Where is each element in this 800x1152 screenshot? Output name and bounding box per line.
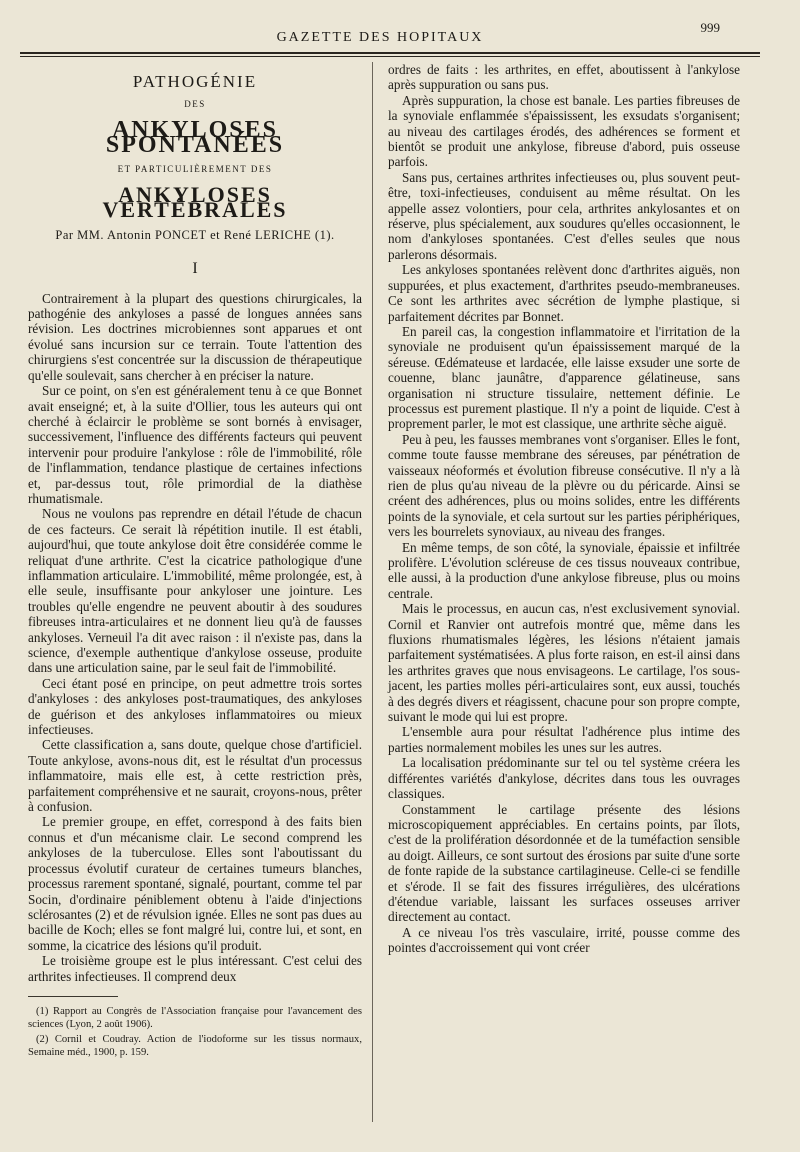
paragraph: L'ensemble aura pour résultat l'adhérence plus intime des parties normalement mobiles les unes sur les autres.: [388, 724, 740, 755]
column-divider: [372, 62, 373, 1122]
journal-title: GAZETTE DES HOPITAUX: [276, 30, 484, 45]
paragraph: ordres de faits : les arthrites, en effet, aboutissent à l'ankylose après suppuration ou sans pus.: [388, 62, 740, 93]
paragraph: Sans pus, certaines arthrites infectieuses ou, plus souvent peut-être, toxi-infectieuses, conduisent au même résultat. On les appelle assez volontiers, pour cela, arthrites ankylosantes et on réserve, plus spécialement, aux soudures qu'elles occasionnent, le nom d'ankyloses spontanées. C'est d'elles seules que nous parlerons désormais.: [388, 169, 740, 262]
paragraph: En pareil cas, la congestion inflammatoire et l'irritation de la synoviale ne produisent qu'un épaississement marqué de la séreuse. Œdémateuse et lardacée, elle laisse exsuder une sorte de couenne, blanc jaunâtre, d'apparence gélatineuse, sans organisation ni structure tissulaire, nettement définie. Le processus est purement plastique. Il n'y a point de liquide. C'est à proprement parler, le mot est classique, une arthrite sèche aiguë.: [388, 323, 740, 432]
paragraph: La localisation prédominante sur tel ou tel système créera les différentes variétés d'ankylose, décrites dans tous les ouvrages classiques.: [388, 755, 740, 802]
paragraph: Après suppuration, la chose est banale. Les parties fibreuses de la synoviale enflammée s'épaississent, les exsudats s'organisent; au niveau des cartilages érodés, des adhérences se forment et bientôt se produit une ankylose, fibreuse d'abord, puis osseuse parfois.: [388, 92, 740, 170]
article-heading: [28, 74, 362, 277]
section-number: I: [192, 260, 198, 278]
paragraph: Contrairement à la plupart des questions chirurgicales, la pathogénie des ankyloses a passé de longues années sans révision. Les doctrines microbiennes sont apparues et ont évolué sans incursion sur ce terrain. Toute l'attention des chirurgiens s'est concentrée sur la discussion de thérapeutique qu'elle soulevait, sans chercher à en préciser la nature.: [28, 290, 362, 383]
header-rule: [20, 52, 760, 54]
article-des: DES: [184, 99, 206, 110]
paragraph: Ceci étant posé en principe, on peut admettre trois sortes d'ankyloses : des ankyloses post-traumatiques, des ankyloses de guérison et des ankyloses inflammatoires ou mieux infectieuses.: [28, 675, 362, 738]
page-number: 999: [700, 20, 720, 35]
article-title-1: ANKYLOSES SPONTANÉES: [105, 116, 285, 159]
right-column: [388, 62, 740, 956]
paragraph: Peu à peu, les fausses membranes vont s'organiser. Elles le font, comme toute fausse membrane des séreuses, par pénétration de vaisseaux néoformés et évolution fibreuse consécutive. Il n'y a là rien de plus qu'au niveau de la plèvre ou du péricarde. Ainsi se créent des adhérences, plus ou moins solides, entre les différents points de la synoviale, et cela surtout sur les parties périphériques, vers les bourrelets synoviaux, au niveau des franges.: [388, 431, 740, 540]
left-column: [28, 66, 362, 1061]
paragraph: Sur ce point, on s'en est généralement tenu à ce que Bonnet avait enseigné; et, à la suite d'Ollier, tous les auteurs qui ont cherché à éclaircir le problème se sont bornés à envisager, successivement, l'influence des différents facteurs qui peuvent intervenir pour produire l'ankylose : rôle de l'immobilité, rôle de l'inflammation, tendance plastique de certaines infections et, par-dessus tout, rôle primordial de la diathèse rhumatismale.: [28, 383, 362, 506]
footnote: (2) Cornil et Coudray. Action de l'iodoforme sur les tissus normaux, Semaine méd., 1900, p. 159.: [28, 1033, 362, 1058]
paragraph: Le premier groupe, en effet, correspond à des faits bien connus et d'un mécanisme clair. Le second comprend les ankyloses de la tuberculose. Elles sont l'aboutissant du processus évolutif curateur de certaines tumeurs blanches, processus rarement spontané, signalé, pourtant, comme tel par Socin, d'ordinaire péniblement obtenu à l'aide d'injections sclérosantes (2) et de révulsion ignée. Elles ne sont pas dues au bacille de Koch; elles se font malgré lui, contre lui, et sont, en somme, la cicatrice des lésions qu'il produit.: [28, 814, 362, 953]
footnote-rule: [28, 996, 118, 997]
paragraph: Mais le processus, en aucun cas, n'est exclusivement synovial. Cornil et Ranvier ont autrefois montré que, même dans les fluxions rhumatismales légères, les lésions n'étaient jamais parfaitement systématisées. A plus forte raison, en est-il ainsi dans les arthrites graves que nous envisageons. Le cartilage, l'os sous-jacent, les parties molles péri-articulaires sont, eux aussi, touchés à des degrés divers et réagissent, chacune pour son propre compte, suivant le mode qui lui est propre.: [388, 601, 740, 725]
article-subtitle: ET PARTICULIÈREMENT DES: [117, 163, 273, 174]
footnotes: [28, 1005, 362, 1059]
paragraph: Le troisième groupe est le plus intéressant. C'est celui des arthrites infectieuses. Il comprend deux: [28, 953, 362, 984]
article-kicker: PATHOGÉNIE: [132, 72, 258, 91]
left-body: [28, 291, 362, 984]
paragraph: En même temps, de son côté, la synoviale, épaissie et infiltrée prolifère. L'évolution scléreuse de ces tissus nouveaux contribue, elle aussi, à la production d'une ankylose fibreuse, plus ou moins centrale.: [388, 539, 740, 601]
paragraph: Cette classification a, sans doute, quelque chose d'artificiel. Toute ankylose, avons-nous dit, est le résultat d'un processus inflammatoire, mais elle est, à cette restriction près, parfaitement compréhensive et ne saurait, croyons-nous, prêter à confusion.: [28, 737, 362, 815]
paragraph: Nous ne voulons pas reprendre en détail l'étude de chacun de ces facteurs. Ce serait là répétition inutile. Il est établi, aujourd'hui, que toute ankylose doit être considérée comme le reliquat d'une arthrite. C'est la cicatrice pathologique d'une inflammation articulaire. L'immobilité, même prolongée, est, à elle seule, insuffisante pour ankyloser une jointure. Les troubles qu'elle engendre ne peuvent aboutir à des soudures fibreuses intra-articulaires et ne donnent lieu qu'à de fausses ankyloses. Verneuil l'a dit avec raison : il n'existe pas, dans la science, d'exemple authentique d'ankylose osseuse, produite dans une articulation saine, par le seul fait de l'immobilité.: [28, 506, 362, 676]
paragraph: Constamment le cartilage présente des lésions microscopiquement appréciables. En certains points, par îlots, c'est de la prolifération désordonnée et de la tuméfaction sensible au doigt. Ailleurs, ce sont surtout des érosions par suite d'une sorte de fonte rapide de la substance cartilagineuse. Celle-ci se fendille et s'érode. Il se fait des fissures irrégulières, des ulcérations d'étendue variable, laissant les surfaces osseuses arriver directement au contact.: [388, 801, 740, 925]
article-title-2: ANKYLOSES VERTÉBRALES: [102, 182, 288, 223]
header-rule-thin: [20, 56, 760, 57]
running-head: [0, 18, 800, 48]
article-authors: Par MM. Antonin PONCET et René LERICHE (1).: [55, 227, 335, 242]
footnote: (1) Rapport au Congrès de l'Association française pour l'avancement des sciences (Lyon, 2 août 1906).: [28, 1005, 362, 1030]
paragraph: A ce niveau l'os très vasculaire, irrité, pousse comme des pointes d'accroissement qui vont créer: [388, 924, 740, 956]
paragraph: Les ankyloses spontanées relèvent donc d'arthrites aiguës, non suppurées, et plus exactement, d'arthrites pseudo-membraneuses. Ce sont les arthrites avec sécrétion de lymphe plastique, si parfaitement décrites par Bonnet.: [388, 262, 740, 324]
